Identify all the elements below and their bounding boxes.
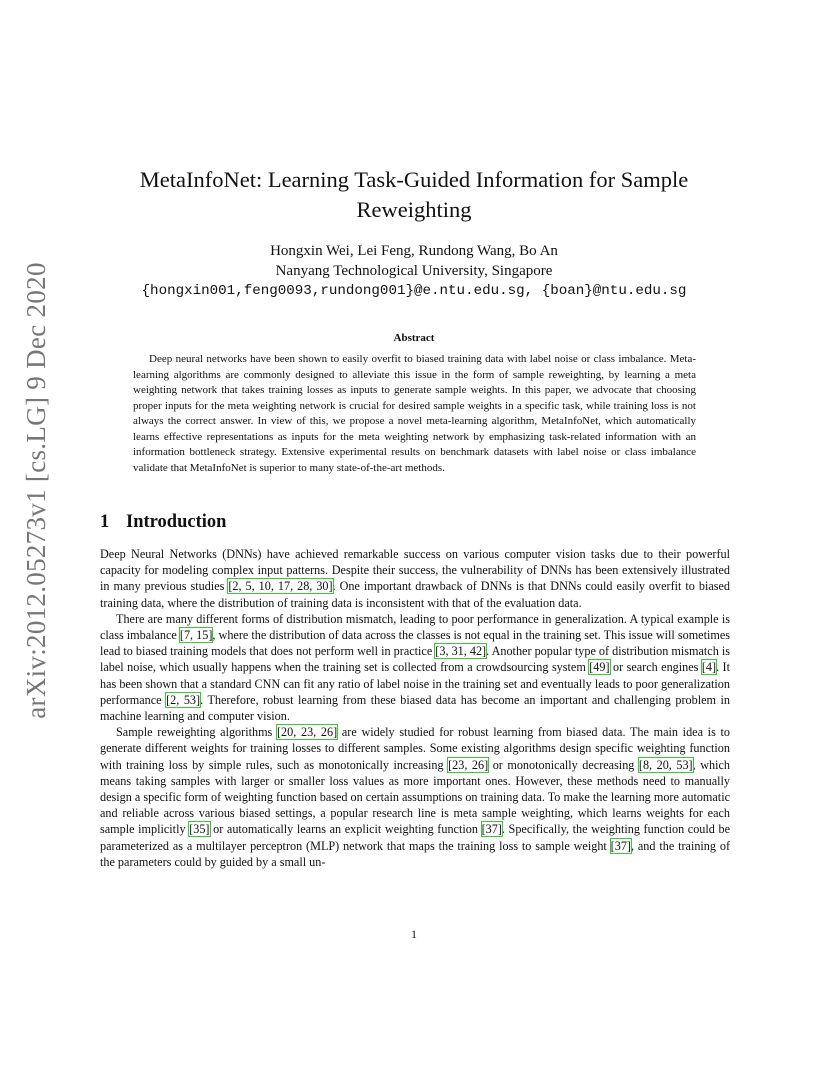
text-run: There are many different forms of distribution mismatch, leading to poor performance in generalization. A typical example is class imbalance <box>100 611 730 643</box>
text-run: Deep Neural Networks (DNNs) have achieved remarkable success on various computer vision tasks due to their powerful capacity for modeling complex input patterns. Despite their success, the vulnerability of DNNs has been extensively illustrated in many previous studies <box>100 547 730 594</box>
citation-link[interactable]: [37] <box>481 822 502 837</box>
intro-paragraph-3 <box>100 724 730 870</box>
text-run: Sample reweighting algorithms <box>116 725 277 740</box>
section-title: Introduction <box>126 512 227 532</box>
introduction-body <box>100 546 730 870</box>
arxiv-identifier: arXiv:2012.05273v1 [cs.LG] 9 Dec 2020 <box>20 261 51 719</box>
section-heading-introduction <box>100 512 226 533</box>
paper-title <box>100 165 728 225</box>
page-number: 1 <box>411 927 417 941</box>
citation-link[interactable]: [8, 20, 53] <box>638 757 693 772</box>
text-run: . Another popular type of distribution mismatch is label noise, which usually happens when the training set is collected from a crowdsourcing system <box>100 644 730 675</box>
text-run: are widely studied for robust learning from biased data. The main idea is to generate different weights for training losses to different samples. Some existing algorithms design specific weighting function with training loss by simple rules, such as monotonically increasing <box>100 725 730 772</box>
abstract-text: Deep neural networks have been shown to easily overfit to biased training data with label noise or class imbalance. Meta-learning algorithms are commonly designed to alleviate this issue in the form of sample reweighting, by learning a meta weighting network that takes training losses as inputs to generate sample weights. In this paper, we advocate that choosing proper inputs for the meta weighting network is crucial for desired sample weights in a specific task, while training loss is not always the correct answer. In view of this, we propose a novel meta-learning algorithm, MetaInfoNet, which automatically learns effective representations as inputs for the meta weighting network by emphasizing task-related information with an information bottleneck strategy. Extensive experimental results on benchmark datasets with label noise or class imbalance validate that MetaInfoNet is superior to many state-of-the-art methods. <box>133 353 696 474</box>
title-line-1: MetaInfoNet: Learning Task-Guided Information for Sample <box>139 167 689 192</box>
author-block <box>100 241 728 281</box>
text-run: . One important drawback of DNNs is that DNNs could easily overfit to biased training data, where the distribution of training data is inconsistent with that of the evaluation data. <box>100 579 730 610</box>
text-run: , which means taking samples with larger or smaller loss values as more important ones. However, these methods need to manually design a specific form of weighting function based on certain assumptions on training data. To make the learning more automatic and reliable across various biased settings, a popular research line is meta sample weighting, which learns weights for each sample implicitly <box>100 757 730 837</box>
intro-paragraph-1 <box>100 546 730 611</box>
citation-link[interactable]: [4] <box>701 660 717 675</box>
citation-link[interactable]: [35] <box>189 822 210 837</box>
text-run: or automatically learns an explicit weighting function <box>209 822 482 837</box>
citation-link[interactable]: [23, 26] <box>448 757 489 772</box>
author-emails: {hongxin001,feng0093,rundong001}@e.ntu.edu.sg, {boan}@ntu.edu.sg <box>141 283 687 299</box>
author-affiliation: Nanyang Technological University, Singapore <box>275 263 553 279</box>
citation-link[interactable]: [3, 31, 42] <box>435 644 487 659</box>
intro-paragraph-2 <box>100 611 730 724</box>
text-run: . Therefore, robust learning from these biased data has become an important and challenging problem in machine learning and computer vision. <box>100 692 731 724</box>
citation-link[interactable]: [2, 5, 10, 17, 28, 30] <box>228 579 333 594</box>
arxiv-sidebar-stamp <box>16 261 56 719</box>
citation-link[interactable]: [20, 23, 26] <box>277 725 338 740</box>
text-run: or search engines <box>609 660 702 675</box>
section-number: 1 <box>100 512 110 532</box>
citation-link[interactable]: [49] <box>589 660 610 675</box>
citation-link[interactable]: [37] <box>610 838 631 853</box>
citation-link[interactable]: [7, 15] <box>179 628 213 643</box>
citation-link[interactable]: [2, 53] <box>166 692 201 707</box>
text-run: . Specifically, the weighting function could be parameterized as a multilayer perceptron (MLP) network that maps the training loss to sample weight <box>100 822 731 853</box>
title-line-2: Reweighting <box>356 197 472 222</box>
abstract-heading: Abstract <box>393 332 435 344</box>
text-run: , and the training of the parameters could by guided by a small un- <box>100 838 731 869</box>
author-names: Hongxin Wei, Lei Feng, Rundong Wang, Bo An <box>270 243 558 259</box>
text-run: , where the distribution of data across the classes is not equal in the training set. This issue will sometimes lead to biased training models that does not perform well in practice <box>100 628 730 659</box>
text-run: or monotonically decreasing <box>488 757 639 772</box>
text-run: . It has been shown that a standard CNN can fit any ratio of label noise in the training set and eventually leads to poor generalization performance <box>100 660 730 707</box>
